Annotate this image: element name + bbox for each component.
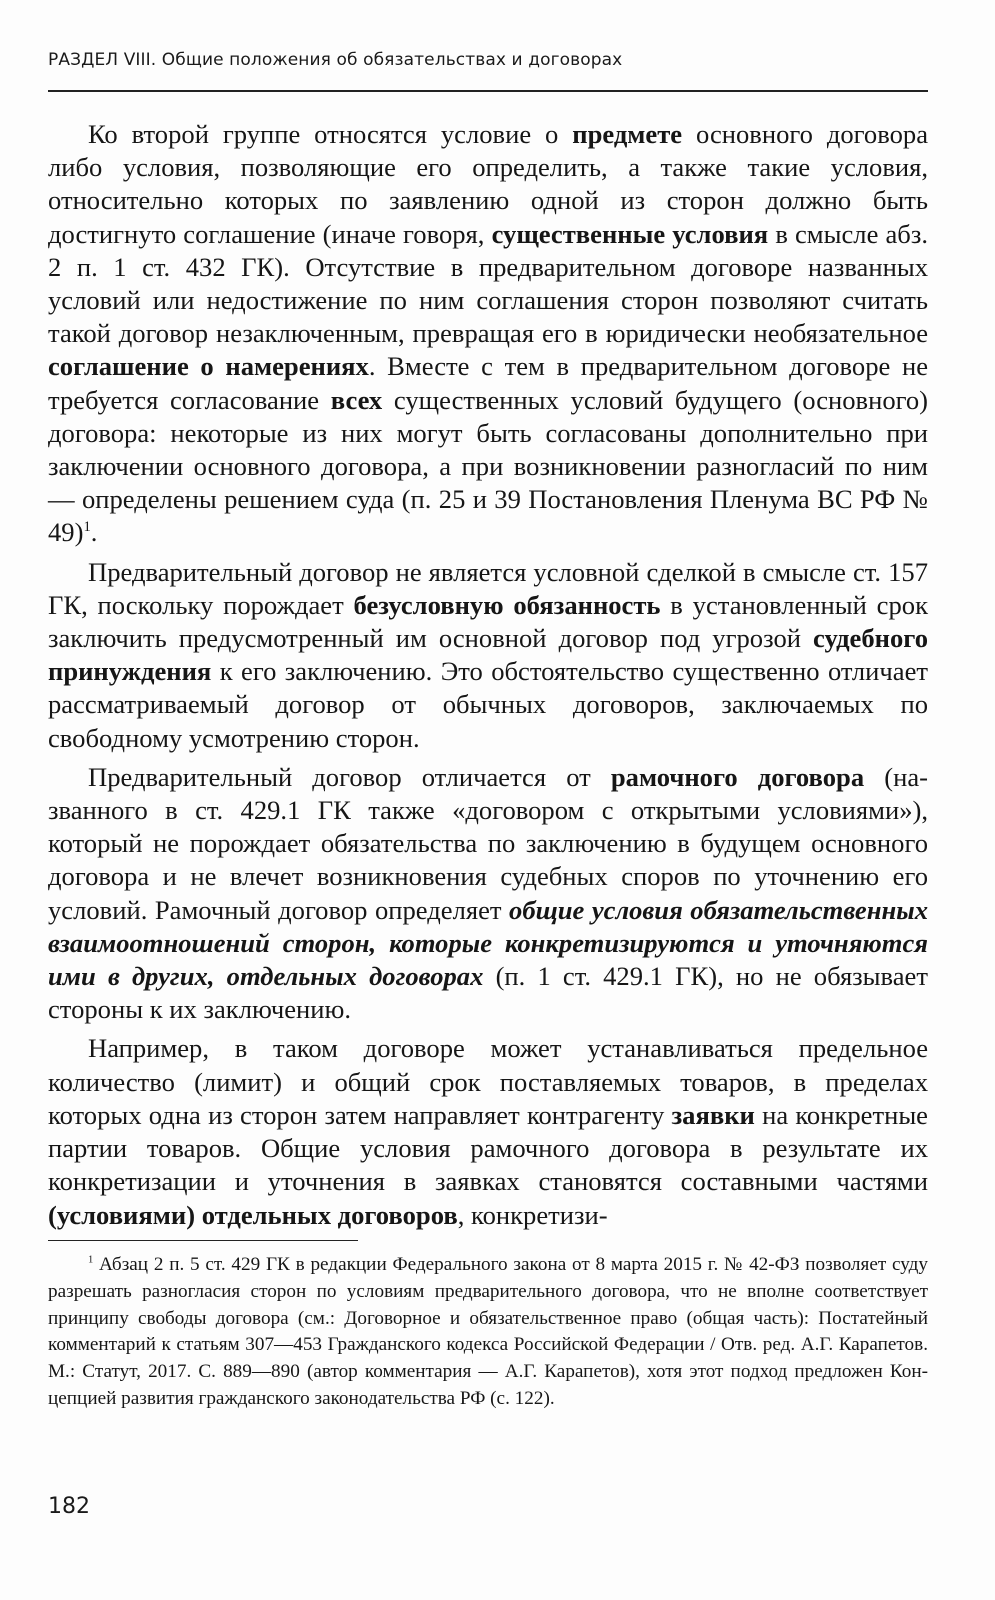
paragraph-3: [48, 761, 928, 1027]
text-run: (названного в ст. 429.1 ГК также «договором с открытыми условиями»), который не порождает обязательства по заключению в будущем основного договора и не влечет возникновения судебных споров по уточнению его условий. Рамочный договор определяет: [48, 761, 928, 925]
paragraph-2: [48, 556, 928, 755]
text-run: .: [90, 517, 98, 548]
footnote-marker: 1: [88, 1254, 94, 1266]
header-divider: [48, 90, 928, 92]
text-run: . Вместе с тем в предварительном договоре не требуется согласование: [48, 351, 928, 415]
text-run: на конкретные партии товаров. Общие условия рамочного договора в результате их конкретизации и уточнения в заявках становятся составными частями: [48, 1099, 928, 1197]
bold-term-unconditional-obligation: безусловную обязанность: [353, 589, 661, 620]
paragraph-1: [48, 118, 928, 550]
bold-term-intent-agreement: соглашение о намерениях: [48, 351, 369, 382]
text-run: Предварительный договор не является условной сделкой в смысле ст. 157 ГК, поскольку порождает: [48, 556, 928, 620]
bold-term-all: всех: [330, 384, 383, 415]
text-run: существенных условий будущего (основного) договора: некоторые из них могут быть согласованы дополнительно при заключении основного договора, а при возникновении разногласий по ним — определены решением суда (п. 25 и 39 Постановления Пленума ВС РФ № 49): [48, 384, 929, 548]
footnote-text: Абзац 2 п. 5 ст. 429 ГК в редакции Федерального закона от 8 марта 2015 г. № 42-ФЗ позволяет суду разрешать разногласия сторон по условиям предварительного договора, что не вполне соответствует принципу свободы договора (см.: Договорное и обязательственное право (общая часть): Постатейный комментарий к статьям 307—453 Гражданского кодекса Российской Федерации / Отв. ред. А.Г. Карапетов. М.: Статут, 2017. С. 889—890 (автор комментария — А.Г. Карапетов), хотя этот подход предложен Концепцией развития гражданского законодательства РФ (с. 122).: [48, 1254, 928, 1409]
running-header: РАЗДЕЛ VIII. Общие положения об обязательствах и договорах: [48, 50, 623, 70]
bold-term-requests: заявки: [671, 1099, 755, 1130]
text-run: Предварительный договор отличается от: [88, 761, 611, 792]
text-run: , конкретизи-: [457, 1199, 608, 1230]
text-run: к его заключению. Это обстоятельство существенно отличает рассматриваемый договор от обычных договоров, заключаемых по свободному усмотрению сторон.: [48, 656, 928, 753]
footnote-1: [48, 1252, 928, 1413]
bold-term-framework-agreement: рамочного договора: [610, 761, 865, 792]
main-text: [48, 118, 928, 1238]
text-run: в установленный срок заключить предусмотренный им основной договор под угрозой: [48, 589, 928, 654]
footnote-reference[interactable]: 1: [83, 519, 91, 536]
page-number: 182: [48, 1494, 90, 1519]
text-run: Ко второй группе относятся условие о: [88, 119, 573, 149]
footnote-divider: [48, 1240, 358, 1241]
paragraph-4: [48, 1032, 928, 1231]
bold-term-predmet: предмете: [572, 119, 683, 149]
bold-term-separate-contracts: (условиями) отдельных договоров: [48, 1199, 458, 1230]
text-run: (п. 1 ст. 429.1 ГК), но не обязывает стороны к их заключению.: [48, 961, 928, 1025]
text-run: основного договора либо условия, позволяющие его определить, а также такие условия, относительно которых по заявлению одной из сторон должно быть достигнуто соглашение (иначе говоря,: [48, 119, 928, 249]
bold-term-essential-terms: существенные условия: [491, 218, 769, 249]
text-run: Например, в таком договоре может устанавливаться предельное количество (лимит) и общий срок поставляемых товаров, в пределах которых одна из сторон затем направляет контрагенту: [48, 1033, 928, 1130]
bold-term-judicial-compulsion: судебного принуждения: [48, 623, 928, 687]
text-run: в смысле абз. 2 п. 1 ст. 432 ГК). Отсутствие в предварительном договоре названных условий или недостижение по ним соглашения сторон позволяют считать такой договор незаключенным, превращая его в юридически необязательное: [48, 218, 928, 349]
bold-italic-definition: общие условия обязательственных взаимоотношений сторон, которые конкретизируются и уточняются ими в других, отдельных договорах: [48, 894, 928, 992]
